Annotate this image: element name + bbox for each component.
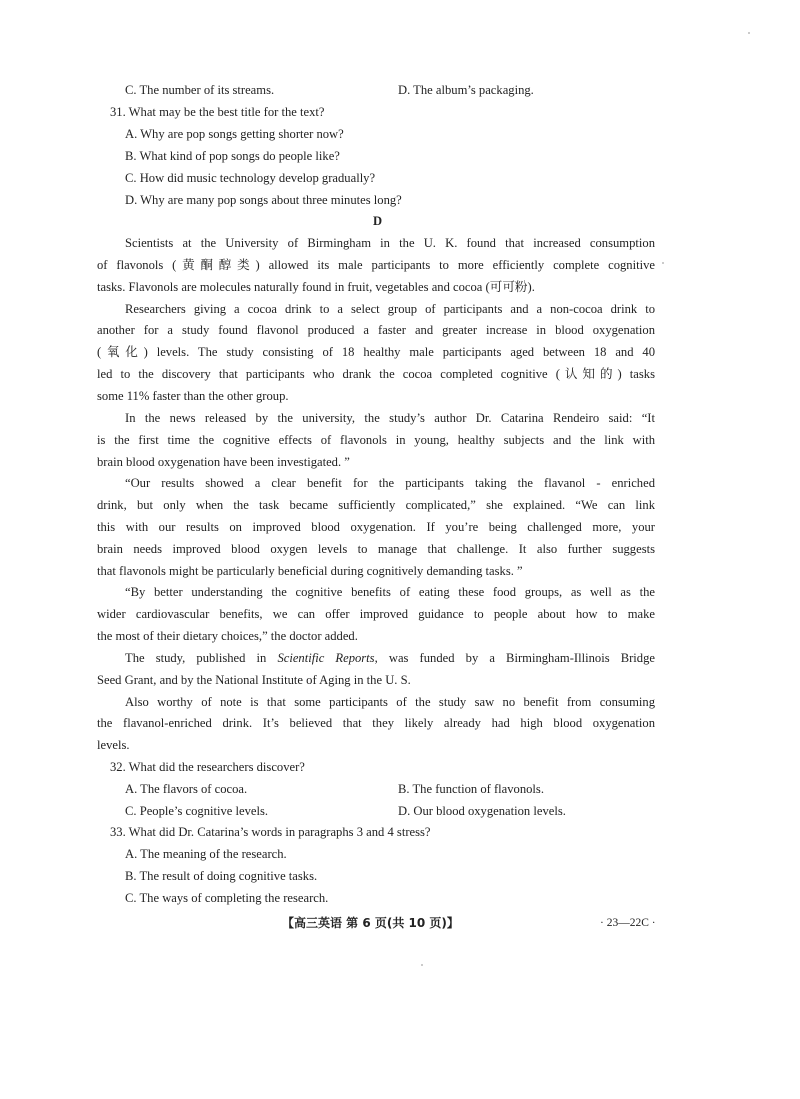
passage-line xyxy=(125,650,655,666)
q31-stem: 31. What may be the best title for the text? xyxy=(110,105,325,119)
q31-option-d: D. Why are many pop songs about three minutes long? xyxy=(125,193,402,207)
scan-speck xyxy=(421,964,423,966)
q32-option-a: A. The flavors of cocoa. xyxy=(125,782,248,796)
passage-line: levels. xyxy=(97,738,130,752)
passage-line: some 11% faster than the other group. xyxy=(97,389,289,403)
passage-line: led to the discovery that participants who drank the cocoa completed cognitive (认知的) tasks xyxy=(97,367,655,381)
passage-line: is the first time the cognitive effects of flavonols in young, healthy subjects and the link with xyxy=(97,433,655,447)
q31-option-b: B. What kind of pop songs do people like? xyxy=(125,149,340,163)
passage-line: Also worthy of note is that some participants of the study saw no benefit from consuming xyxy=(125,695,655,709)
scan-speck xyxy=(748,32,750,34)
q30-option-d: D. The album’s packaging. xyxy=(398,83,534,97)
passage-line: the most of their dietary choices,” the doctor added. xyxy=(97,629,358,643)
passage-line: (氧化) levels. The study consisting of 18 healthy male participants aged between 18 and 40 xyxy=(97,345,655,359)
passage-line: the flavanol-enriched drink. It’s believed that they likely already had high blood oxygenation xyxy=(97,716,655,730)
q32-option-c: C. People’s cognitive levels. xyxy=(125,804,269,818)
page-code: · 23—22C · xyxy=(600,917,656,929)
passage-line: “By better understanding the cognitive benefits of eating these food groups, as well as the xyxy=(125,585,655,599)
passage-line: Researchers giving a cocoa drink to a select group of participants and a non-cocoa drink to xyxy=(125,302,655,316)
passage-text: , was funded by a Birmingham-Illinois Bridge xyxy=(374,651,655,665)
passage-line: wider cardiovascular benefits, we can offer improved guidance to people about how to make xyxy=(97,607,655,621)
q31-option-a: A. Why are pop songs getting shorter now? xyxy=(125,127,344,141)
q32-stem: 32. What did the researchers discover? xyxy=(110,760,305,774)
passage-line: brain blood oxygenation have been investigated. ” xyxy=(97,455,350,469)
passage-line: “Our results showed a clear benefit for the participants taking the flavanol - enriched xyxy=(125,476,655,490)
passage-line: Seed Grant, and by the National Institute of Aging in the U. S. xyxy=(97,673,411,687)
q33-option-a: A. The meaning of the research. xyxy=(125,847,287,861)
page-footer-label: 【高三英语 第 6 页(共 10 页)】 xyxy=(282,916,459,930)
passage-line: another for a study found flavonol produced a faster and greater increase in blood oxygenation xyxy=(97,323,655,337)
passage-line: tasks. Flavonols are molecules naturally found in fruit, vegetables and cocoa (可可粉). xyxy=(97,280,535,294)
q33-option-b: B. The result of doing cognitive tasks. xyxy=(125,869,318,883)
q33-stem: 33. What did Dr. Catarina’s words in paragraphs 3 and 4 stress? xyxy=(110,825,431,839)
passage-line: In the news released by the university, the study’s author Dr. Catarina Rendeiro said: “It xyxy=(125,411,655,425)
q32-option-d: D. Our blood oxygenation levels. xyxy=(398,804,566,818)
section-label: D xyxy=(372,214,383,228)
passage-line: that flavonols might be particularly beneficial during cognitively demanding tasks. ” xyxy=(97,564,523,578)
passage-line: drink, but only when the task became sufficiently complicated,” she explained. “We can link xyxy=(97,498,655,512)
passage-text: The study, published in xyxy=(125,651,278,665)
q30-option-c: C. The number of its streams. xyxy=(125,83,275,97)
q31-option-c: C. How did music technology develop gradually? xyxy=(125,171,376,185)
passage-line: brain needs improved blood oxygen levels to manage that challenge. It also further suggests xyxy=(97,542,655,556)
scan-speck xyxy=(662,262,664,264)
passage-line: Scientists at the University of Birmingham in the U. K. found that increased consumption xyxy=(125,236,655,250)
q32-option-b: B. The function of flavonols. xyxy=(398,782,544,796)
passage-line: of flavonols (黄酮醇类) allowed its male participants to more efficiently complete cognitive xyxy=(97,258,655,272)
passage-line: this with our results on improved blood oxygenation. If you’re being challenged more, your xyxy=(97,520,655,534)
q33-option-c: C. The ways of completing the research. xyxy=(125,891,329,905)
journal-title: Scientific Reports xyxy=(277,651,375,665)
